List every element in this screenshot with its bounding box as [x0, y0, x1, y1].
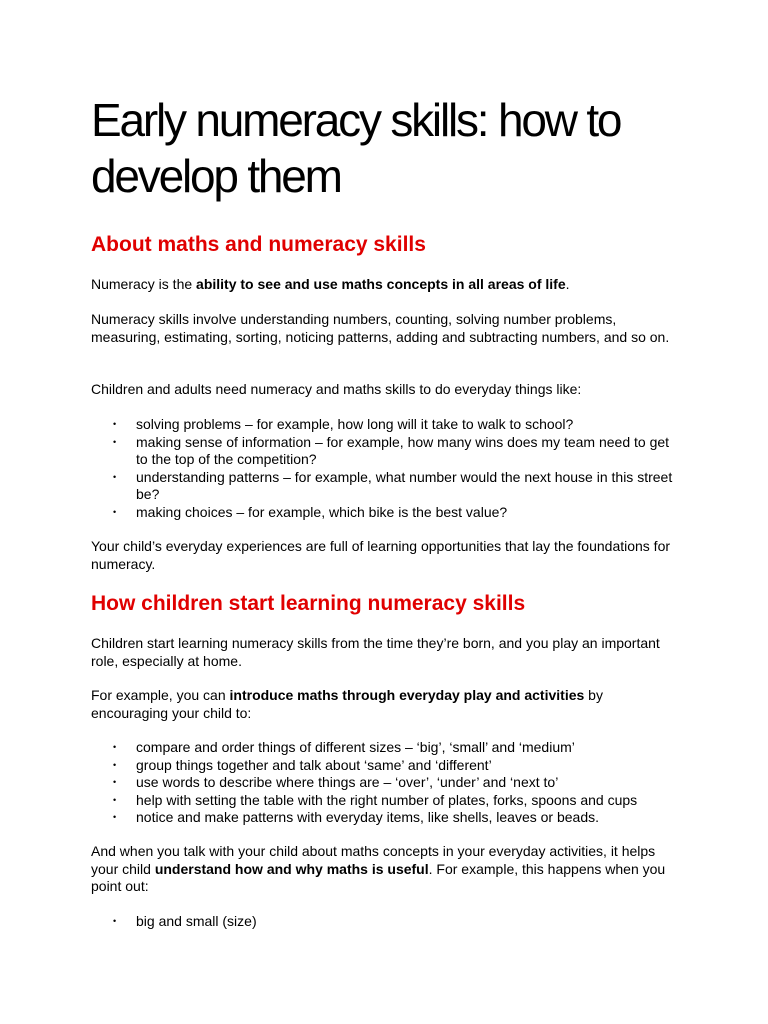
section-heading-about-maths: About maths and numeracy skills: [91, 233, 426, 256]
list-item: [91, 739, 681, 757]
paragraph-numeracy-skills: Numeracy skills involve understanding numbers, counting, solving number problems, measuring, estimating, sorting, noticing patterns, adding and subtracting numbers, and so on.: [91, 311, 670, 345]
list-item: [91, 774, 681, 792]
paragraph-everyday-things: Children and adults need numeracy and maths skills to do everyday things like:: [91, 381, 582, 397]
bullet-icon: •: [113, 916, 117, 926]
paragraph-introduce-maths: [91, 687, 681, 722]
bullet-icon: •: [113, 812, 117, 822]
text-run: And when you talk with your child about maths concepts in your everyday activities, it helps your child: [91, 843, 656, 877]
list-item: [91, 504, 681, 522]
list-item-text: compare and order things of different sizes – ‘big’, ‘small’ and ‘medium’: [136, 739, 575, 755]
text-run: For example, you can: [91, 687, 230, 703]
bullet-icon: •: [113, 506, 117, 517]
paragraph-numeracy-definition: [91, 276, 681, 294]
list-item-text: use words to describe where things are – ‘over’, ‘under’ and ‘next to’: [136, 774, 559, 790]
text-run: . For example, this happens when you point out:: [91, 860, 666, 894]
list-item-text: group things together and talk about ‘same’ and ‘different’: [136, 756, 492, 773]
paragraph-talk-with-child: [91, 843, 681, 896]
text-run: Numeracy is the: [91, 276, 197, 292]
list-item: [91, 913, 681, 931]
list-item-text: making choices – for example, which bike is the best value?: [136, 503, 508, 520]
bullet-list-point-out: [91, 913, 681, 931]
bullet-icon: •: [113, 759, 117, 770]
bullet-icon: •: [113, 777, 117, 787]
paragraph-start-learning: Children start learning numeracy skills from the time they’re born, and you play an important role, especially at home.: [91, 635, 660, 669]
bullet-list-everyday-things: [91, 416, 681, 521]
list-item: [91, 792, 681, 810]
list-item: [91, 434, 681, 469]
text-run: by encouraging your child to:: [91, 687, 603, 721]
section-heading-how-children-start: How children start learning numeracy skills: [91, 592, 526, 615]
list-item-text: notice and make patterns with everyday items, like shells, leaves or beads.: [136, 809, 600, 825]
list-item-text: help with setting the table with the right number of plates, forks, spoons and cups: [136, 791, 638, 808]
list-item: [91, 809, 681, 827]
page-title: Early numeracy skills: how to develop them: [91, 94, 621, 202]
list-item: [91, 757, 681, 775]
list-item: [91, 469, 681, 504]
bold-text: understand how and why maths is useful: [154, 860, 429, 877]
paragraph-everyday-experiences: Your child’s everyday experiences are full of learning opportunities that lay the foundations for numeracy.: [91, 538, 671, 572]
list-item-text: understanding patterns – for example, what number would the next house in this street be?: [136, 468, 673, 502]
bullet-icon: •: [113, 436, 117, 447]
bullet-list-activities: [91, 739, 681, 827]
bullet-icon: •: [113, 742, 117, 752]
bold-text: introduce maths through everyday play and activities: [229, 687, 585, 703]
list-item-text: big and small (size): [136, 913, 257, 929]
bullet-icon: •: [113, 471, 117, 482]
text-run: .: [565, 276, 570, 292]
list-item: [91, 416, 681, 434]
bullet-icon: •: [113, 794, 117, 805]
bullet-icon: •: [113, 419, 117, 429]
list-item-text: making sense of information – for example, how many wins does my team need to get to the top of the competition?: [136, 433, 670, 467]
bold-text: ability to see and use maths concepts in all areas of life: [196, 276, 566, 292]
list-item-text: solving problems – for example, how long will it take to walk to school?: [136, 416, 574, 432]
